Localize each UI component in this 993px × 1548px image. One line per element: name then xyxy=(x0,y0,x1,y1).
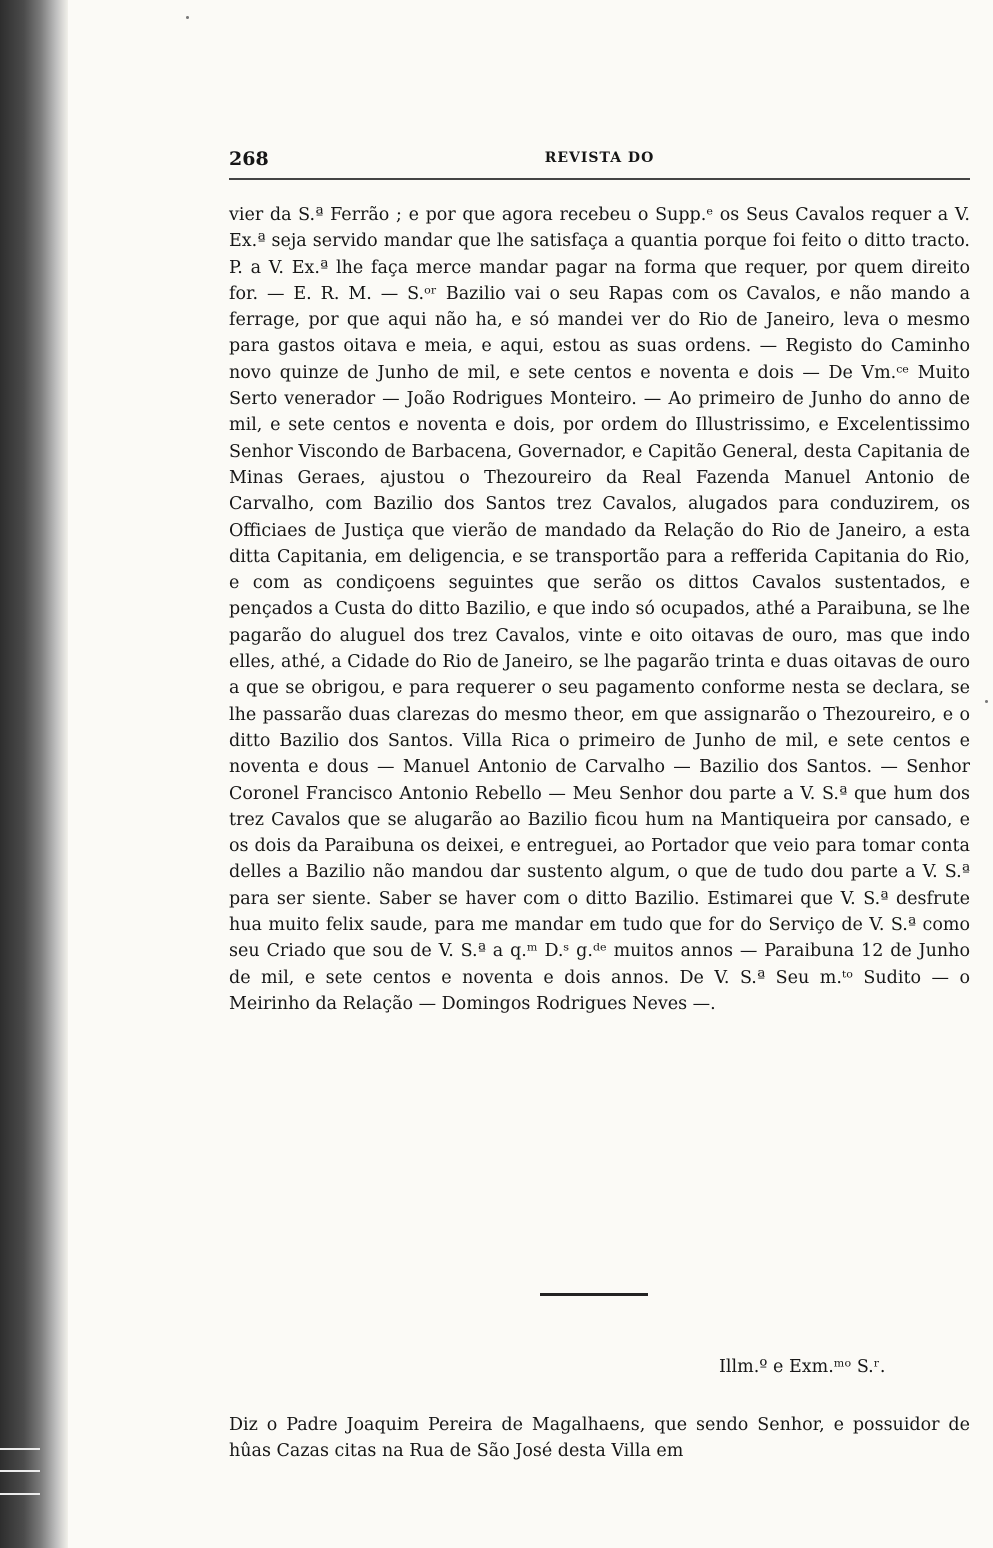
body-paragraph: vier da S.ª Ferrão ; e por que agora recebeu o Supp.ᵉ os Seus Cavalos requer a V. Ex.ª seja servido mandar que lhe satisfaça a quantia porque foi feito o ditto tracto. P. a V. Ex.ª lhe faça merce mandar pagar na forma que requer, por quem direito for. — E. R. M. — S.ᵒʳ Bazilio vai o seu Rapas com os Cavalos, e não mando a ferrage, por que aqui não ha, e só mandei ver do Rio de Janeiro, leva o mesmo para gastos oitava e meia, e aqui, estou as suas ordens. — Registo do Caminho novo quinze de Junho de mil, e sete centos e noventa e dois — De Vm.ᶜᵉ Muito Serto venerador — João Rodrigues Monteiro. — Ao primeiro de Junho do anno de mil, e sete centos e noventa e dois, por ordem do Illustrissimo, e Excelentissimo Senhor Viscondo de Barbacena, Governador, e Capitão General, desta Capitania de Minas Geraes, ajustou o Thezoureiro da Real Fazenda Manuel Antonio de Carvalho, com Bazilio dos Santos trez Cavalos, alugados para conduzirem, os Officiaes de Justiça que vierão de mandado da Relação do Rio de Janeiro, a esta ditta Capitania, em deligencia, e se transportão para a refferida Capitania do Rio, e com as condiçoens seguintes que serão os dittos Cavalos sustentados, e pençados a Custa do ditto Bazilio, e que indo só ocupados, athé a Paraibuna, se lhe pagarão do aluguel dos trez Cavalos, vinte e oito oitavas de ouro, mas que indo elles, athé, a Cidade do Rio de Janeiro, se lhe pagarão trinta e duas oitavas de ouro a que se obrigou, e para requerer o seu pagamento conforme nesta se declara, se lhe passarão duas clarezas do mesmo theor, em que assignarão o Thezoureiro, e o ditto Bazilio dos Santos. Villa Rica o primeiro de Junho de mil, e sete centos e noventa e dous — Manuel Antonio de Carvalho — Bazilio dos Santos. — Senhor Coronel Francisco Antonio Rebello — Meu Senhor dou parte a V. S.ª que hum dos trez Cavalos que se alugarão ao Bazilio ficou hum na Mantiqueira por cansado, e os dois da Paraibuna os deixei, e entreguei, ao Portador que veio para tomar conta delles a Bazilio não mandou dar sustento algum, o que de tudo dou parte a V. S.ª para ser siente. Saber se haver com o ditto Bazilio. Estimarei que V. S.ª desfrute hua muito felix saude, para me mandar em tudo que for do Serviço de V. S.ª como seu Criado que sou de V. S.ª a q.ᵐ D.ˢ g.ᵈᵉ muitos annos — Paraibuna 12 de Junho de mil, e sete centos e noventa e dois annos. De V. S.ª Seu m.ᵗᵒ Sudito — o Meirinho da Relação — Domingos Rodrigues Neves —. xyxy=(229,205,970,1014)
salutation: Illm.º e Exm.ᵐᵒ S.ʳ. xyxy=(719,1357,886,1377)
scan-speck xyxy=(186,16,189,19)
scan-mark xyxy=(0,1448,40,1450)
header-rule xyxy=(229,178,970,180)
scan-mark xyxy=(0,1470,40,1472)
running-title: REVISTA DO xyxy=(544,150,655,166)
body-paragraph: Diz o Padre Joaquim Pereira de Magalhaens, que sendo Senhor, e possuidor de hûas Cazas citas na Rua de São José desta Villa em xyxy=(229,1415,970,1462)
page-header xyxy=(229,148,970,170)
page-spine-shadow xyxy=(0,0,68,1548)
page-number: 268 xyxy=(229,148,269,170)
scan-mark xyxy=(0,1493,40,1495)
section-separator xyxy=(540,1293,648,1296)
scan-speck xyxy=(985,700,988,703)
